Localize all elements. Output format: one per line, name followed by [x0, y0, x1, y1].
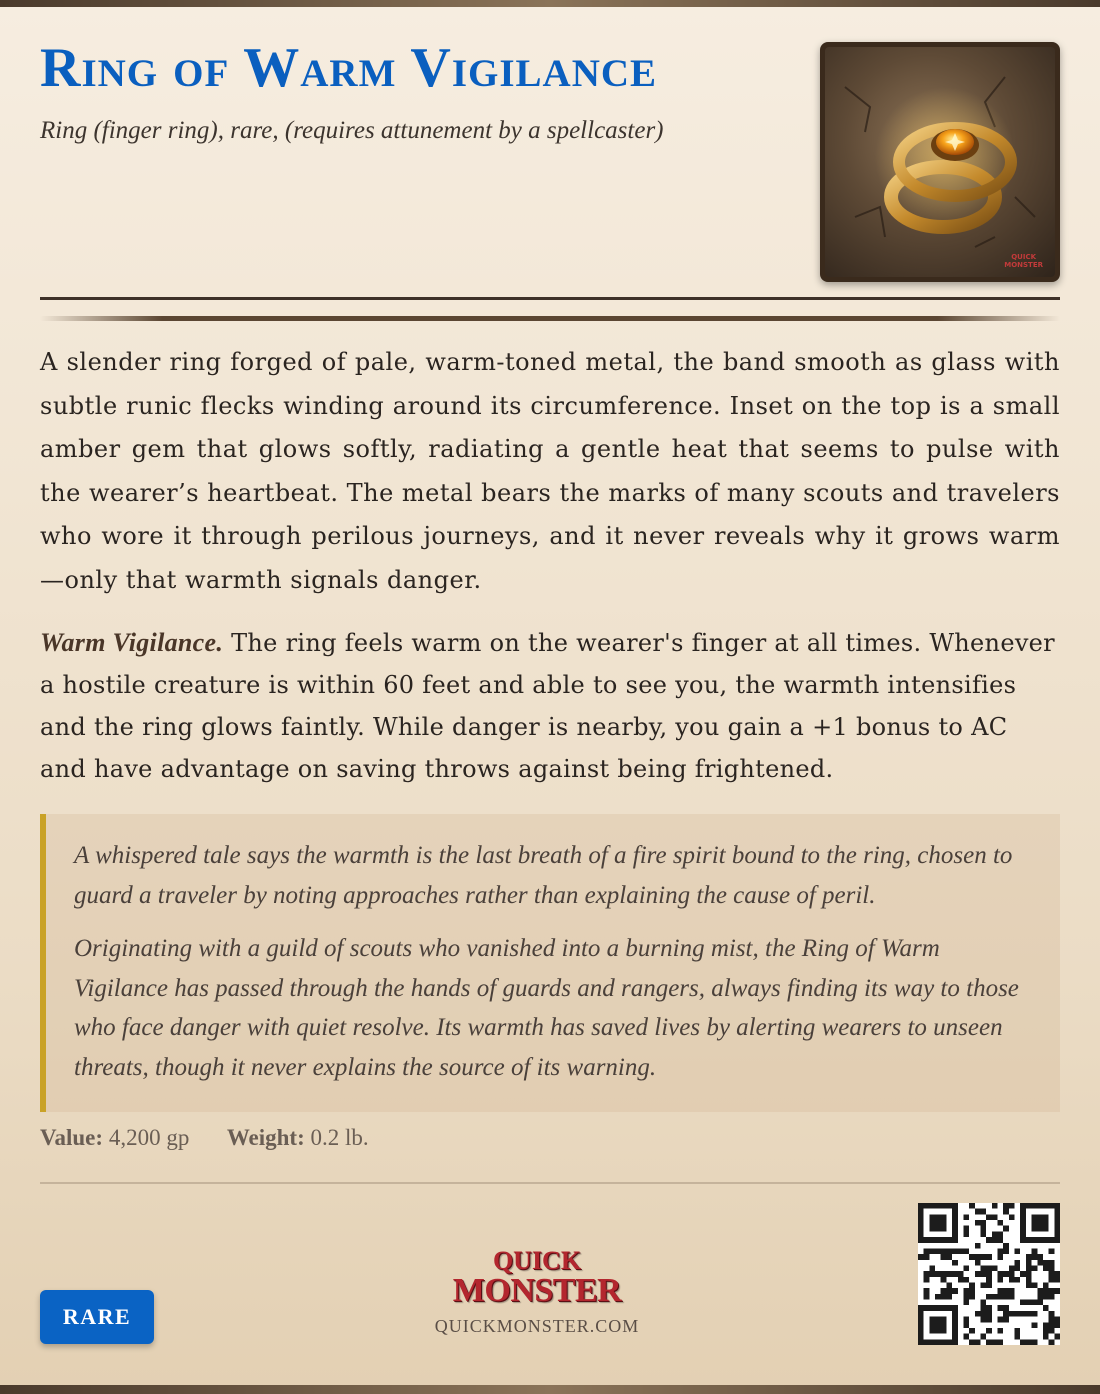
- ring-illustration-icon: [825, 47, 1055, 277]
- header-divider-ornament: [40, 316, 1060, 321]
- weight-amount: 0.2 lb.: [310, 1125, 369, 1150]
- footer-divider: [40, 1182, 1060, 1184]
- image-watermark: QUICK MONSTER: [1004, 253, 1043, 269]
- item-subtitle: Ring (finger ring), rare, (requires attunement by a spellcaster): [40, 117, 664, 144]
- qr-code-icon[interactable]: [918, 1203, 1060, 1345]
- logo-text-quick: QUICK: [492, 1246, 582, 1275]
- logo-text-monster: MONSTER: [452, 1272, 622, 1309]
- item-feature: [40, 622, 1060, 790]
- item-description: A slender ring forged of pale, warm-toned metal, the band smooth as glass with subtle runic flecks winding around its circumference. Inset on the top is a small amber gem that glows softly, radiating a gentle heat that seems to pulse with the wearer’s heartbeat. The metal bears the marks of many scouts and travelers who wore it through perilous journeys, and it never reveals why it grows warm—only that warmth signals danger.: [40, 348, 1060, 594]
- top-border: [0, 0, 1100, 7]
- item-image: [820, 42, 1060, 282]
- feature-text: The ring feels warm on the wearer's finger at all times. Whenever a hostile creature is within 60 feet and able to see you, the warmth intensifies and the ring glows faintly. While danger is nearby, you gain a +1 bonus to AC and have advantage on saving throws against being frightened.: [40, 629, 1055, 783]
- lore-block: [40, 814, 1060, 1112]
- rarity-badge[interactable]: RARE: [40, 1290, 154, 1344]
- value-label: Value:: [40, 1125, 104, 1150]
- value-amount: 4,200 gp: [108, 1125, 190, 1150]
- lore-paragraph: A whispered tale says the warmth is the last breath of a fire spirit bound to the ring, chosen to guard a traveler by noting approaches rather than explaining the cause of peril.: [74, 842, 1013, 909]
- feature-name: Warm Vigilance.: [40, 628, 224, 657]
- header-divider: [40, 297, 1060, 300]
- site-url[interactable]: QUICKMONSTER.COM: [434, 1316, 640, 1336]
- quickmonster-logo[interactable]: [430, 1248, 644, 1337]
- lore-paragraph: Originating with a guild of scouts who vanished into a burning mist, the Ring of Warm Vigilance has passed through the hands of guards and rangers, always finding its way to those who face danger with quiet resolve. Its warmth has saved lives by alerting wearers to unseen threats, though it never explains the source of its warning.: [74, 935, 1019, 1081]
- item-title: Ring of Warm Vigilance: [40, 37, 658, 99]
- item-stats: [40, 1123, 369, 1153]
- bottom-border: [0, 1385, 1100, 1394]
- weight-label: Weight:: [226, 1125, 305, 1150]
